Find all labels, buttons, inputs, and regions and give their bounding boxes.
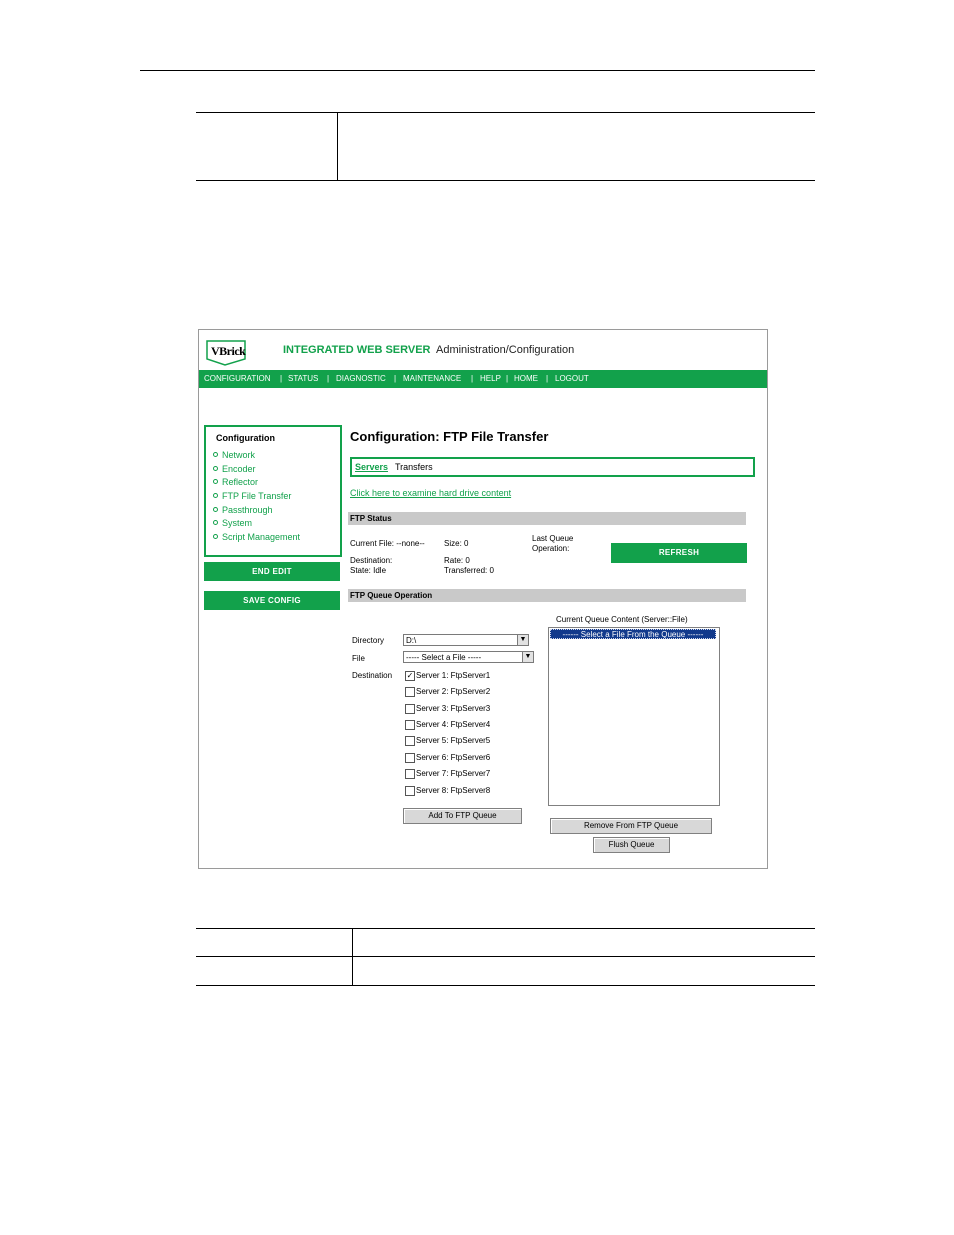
ftp-queue-header: FTP Queue Operation [348,589,746,602]
tab-bar [350,457,755,477]
sidebar-item-reflector[interactable]: Reflector [213,477,258,487]
last-queue-label: Last Queue [532,534,574,543]
bullet-icon [213,479,218,484]
server-6-label: Server 6: FtpServer6 [416,753,491,762]
ftp-status-header: FTP Status [348,512,746,525]
bullet-icon [213,452,218,457]
top-table-rule-bottom [196,180,815,181]
directory-select[interactable]: D:\ ▼ [403,634,529,646]
server-8-checkbox[interactable] [405,786,415,796]
top-table-divider [337,112,338,180]
sidebar-item-encoder[interactable]: Encoder [213,464,256,474]
nav-separator: | [546,374,549,383]
queue-listbox[interactable] [548,627,720,806]
web-server-title: INTEGRATED WEB SERVER [283,344,431,356]
nav-help[interactable]: HELP [480,374,501,383]
sidebar-title: Configuration [216,433,275,443]
chevron-down-icon: ▼ [517,635,528,645]
file-label: File [352,654,365,663]
page-title: Configuration: FTP File Transfer [350,429,549,444]
sidebar-item-system[interactable]: System [213,518,252,528]
nav-status[interactable]: STATUS [288,374,319,383]
remove-from-queue-button[interactable]: Remove From FTP Queue [550,818,712,834]
queue-list-item[interactable]: ------ Select a File From the Queue ------ [550,629,716,639]
server-8-label: Server 8: FtpServer8 [416,786,491,795]
server-3-checkbox[interactable] [405,704,415,714]
page-header-rule [140,70,815,71]
server-5-label: Server 5: FtpServer5 [416,736,491,745]
save-config-button[interactable]: SAVE CONFIG [204,591,340,610]
tab-transfers[interactable]: Transfers [395,462,433,472]
nav-home[interactable]: HOME [514,374,538,383]
chevron-down-icon: ▼ [522,652,533,662]
refresh-button[interactable]: REFRESH [611,543,747,563]
size-label: Size: 0 [444,539,469,548]
server-1-checkbox[interactable]: ✓ [406,671,414,680]
nav-maintenance[interactable]: MAINTENANCE [403,374,462,383]
server-5-checkbox[interactable] [405,736,415,746]
bottom-table-rule-top [196,928,815,929]
server-3-label: Server 3: FtpServer3 [416,704,491,713]
bottom-table-rule-mid [196,956,815,957]
bottom-table-rule-bottom [196,985,815,986]
flush-queue-button[interactable]: Flush Queue [593,837,670,853]
nav-separator: | [394,374,397,383]
tab-servers[interactable]: Servers [355,462,389,472]
logo-text: VBrick [211,344,246,358]
main-nav-bar [199,370,767,388]
state-label: State: Idle [350,566,387,575]
web-server-subtitle: Administration/Configuration [436,344,575,356]
web-server-screenshot [198,329,768,869]
nav-configuration[interactable]: CONFIGURATION [204,374,271,383]
server-7-label: Server 7: FtpServer7 [416,769,491,778]
destination-label: Destination [352,671,393,680]
directory-label: Directory [352,636,385,645]
operation-label: Operation: [532,544,570,553]
sidebar-item-passthrough[interactable]: Passthrough [213,505,273,515]
transferred-label: Transferred: 0 [444,566,494,575]
nav-separator: | [506,374,509,383]
server-2-label: Server 2: FtpServer2 [416,687,491,696]
top-table-rule-top [196,112,815,113]
hard-drive-link[interactable]: Click here to examine hard drive content [350,488,512,498]
sidebar [204,425,342,557]
server-4-label: Server 4: FtpServer4 [416,720,491,729]
server-4-checkbox[interactable] [405,720,415,730]
nav-separator: | [471,374,474,383]
server-2-checkbox[interactable] [405,687,415,697]
sidebar-item-script-management[interactable]: Script Management [213,532,300,542]
nav-logout[interactable]: LOGOUT [555,374,589,383]
bullet-icon [213,493,218,498]
nav-separator: | [280,374,283,383]
add-to-queue-button[interactable]: Add To FTP Queue [403,808,522,824]
sidebar-item-ftp-file-transfer[interactable]: FTP File Transfer [213,491,291,501]
current-file-label: Current File: --none-- [350,539,425,548]
bottom-table-divider [352,928,353,985]
end-edit-button[interactable]: END EDIT [204,562,340,581]
destination-status-label: Destination: [350,556,393,565]
bullet-icon [213,466,218,471]
bullet-icon [213,507,218,512]
queue-content-label: Current Queue Content (Server::File) [556,615,688,624]
file-select[interactable]: ----- Select a File ----- ▼ [403,651,534,663]
nav-diagnostic[interactable]: DIAGNOSTIC [336,374,386,383]
server-7-checkbox[interactable] [405,769,415,779]
nav-separator: | [327,374,330,383]
server-1-label: Server 1: FtpServer1 [416,671,491,680]
bullet-icon [213,520,218,525]
server-6-checkbox[interactable] [405,753,415,763]
sidebar-item-network[interactable]: Network [213,450,255,460]
rate-label: Rate: 0 [444,556,470,565]
bullet-icon [213,534,218,539]
